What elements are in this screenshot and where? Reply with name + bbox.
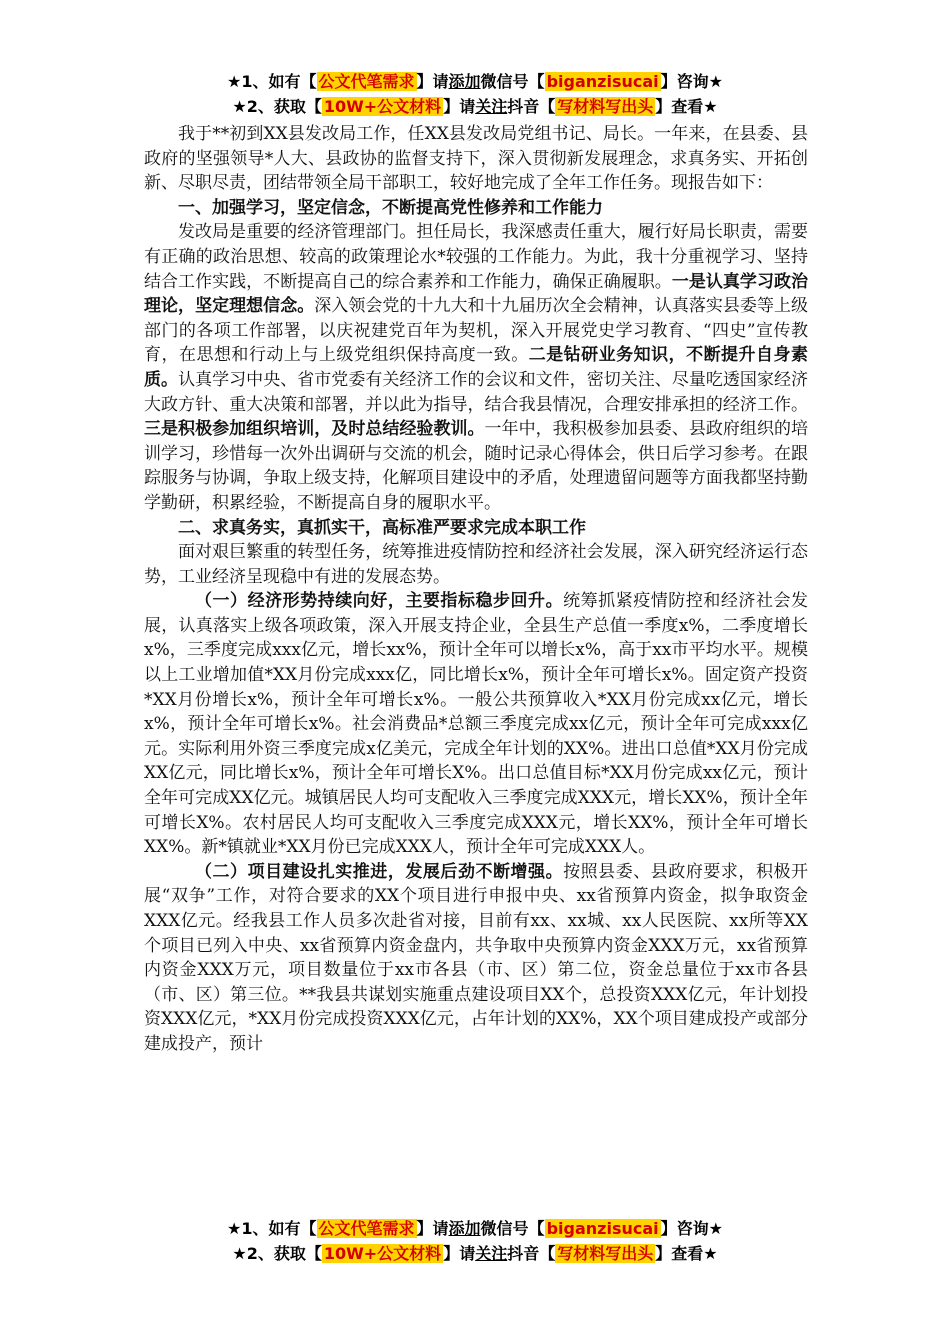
bold-lead: （一）经济形势持续向好，主要指标稳步回升。 bbox=[195, 591, 564, 612]
highlight-materials: 10W+公文材料 bbox=[323, 97, 442, 116]
banner-text: ★2、获取【 bbox=[232, 97, 322, 116]
bold-lead: 一是认真学习政治理论，坚定理想信念。 bbox=[144, 271, 809, 317]
banner-text: 】请 bbox=[443, 1244, 476, 1263]
paragraph-text: 按照县委、县政府要求，积极开展“双争”工作，对符合要求的XX个项目进行申报中央、xx省预算内资金，拟争取资金XXX亿元。经我县工作人员多次赴省对接，目前有xx、xx城、xx人民医院、xx所等XX个项目已列入中央、xx省预算内资金盘内，共争取中央预算内资金XXX万元，xx省预算内资金XXX万元，项目数量位于xx市各县（市、区）第二位，资金总量位于xx市各县（市、区）第三位。**我县共谋划实施重点建设项目XX个，总投资XXX亿元，年计划投资XXX亿元，*XX月份完成投资XXX亿元，占年计划的XX%，XX个项目建成投产或部分建成投产，预计 bbox=[144, 861, 809, 1054]
paragraph-text: 深入领会党的十九大和十九届历次全会精神，认真落实县委等上级部门的各项工作部署，以庆祝建党百年为契机，深入开展党史学习教育、“四史”宣传教育，在思想和行动上与上级党组织保持高度一致。 bbox=[144, 296, 809, 366]
highlight-service: 公文代笔需求 bbox=[318, 1219, 415, 1238]
document-body bbox=[144, 122, 808, 1057]
promo-banner-bottom-1 bbox=[0, 1217, 950, 1241]
banner-text: 】查看★ bbox=[655, 1244, 718, 1263]
banner-underlined: 关注 bbox=[475, 97, 508, 116]
paragraph-text: 认真学习中央、省市党委有关经济工作的会议和文件，密切关注、尽量吃透国家经济大政方针、重大决策和部署，并以此为指导，结合我县情况，合理安排承担的经济工作。 bbox=[144, 369, 809, 415]
highlight-douyin-account: 写材料写出头 bbox=[557, 1244, 654, 1263]
banner-text: 】请 bbox=[416, 72, 449, 91]
banner-underlined: 添加 bbox=[448, 1219, 481, 1238]
highlight-materials: 10W+公文材料 bbox=[323, 1244, 442, 1263]
section-2-paragraph: 面对艰巨繁重的转型任务，统筹推进疫情防控和经济社会发展，深入研究经济运行态势，工业经济呈现稳中有进的发展态势。 bbox=[144, 542, 808, 587]
paragraph-text: 一年中，我积极参加县委、县政府组织的培训学习，珍惜每一次外出调研与交流的机会，随时记录心得体会，供日后学习参考。在跟踪服务与协调，争取上级支持，化解项目建设中的矛盾，处理遗留问题等方面我都坚持勤学勤研，积累经验，不断提高自身的履职水平。 bbox=[144, 419, 809, 513]
intro-paragraph: 我于**初到XX县发改局工作，任XX县发改局党组书记、局长。一年来，在县委、县政府的坚强领导*人大、县政协的监督支持下，深入贯彻新发展理念，求真务实、开拓创新、尽职尽责，团结带领全局干部职工，较好地完成了全年工作任务。现报告如下： bbox=[144, 124, 808, 194]
subsection-1-paragraph bbox=[144, 589, 808, 860]
bold-lead: 三是积极参加组织培训，及时总结经验教训。 bbox=[144, 419, 485, 440]
highlight-wechat-id: biganzisucai bbox=[546, 1219, 659, 1238]
highlight-wechat-id: biganzisucai bbox=[546, 72, 659, 91]
promo-banner-top-2 bbox=[0, 95, 950, 119]
section-1-paragraph bbox=[144, 220, 808, 515]
paragraph-text: 统筹抓紧疫情防控和经济社会发展，认真落实上级各项政策，深入开展支持企业，全县生产总值一季度x%，二季度增长x%，三季度完成xxx亿元，增长xx%，预计全年可以增长x%，高于xx市平均水平。规模以上工业增加值*XX月份完成xxx亿，同比增长x%，预计全年可增长x%。固定资产投资*XX月份增长x%，预计全年可增长x%。一般公共预算收入*XX月份完成xx亿元，增长x%，预计全年可增长x%。社会消费品*总额三季度完成xx亿元，预计全年可完成xxx亿元。实际利用外资三季度完成x亿美元，完成全年计划的XX%。进出口总值*XX月份完成XX亿元，同比增长x%，预计全年可增长X%。出口总值目标*XX月份完成xx亿元，预计全年可完成XX亿元。城镇居民人均可支配收入三季度完成XXX元，增长XX%，预计全年可增长X%。农村居民人均可支配收入三季度完成XXX元，增长XX%，预计全年可增长XX%。新*镇就业*XX月份已完成XXX人，预计全年可完成XXX人。 bbox=[144, 591, 809, 858]
banner-text: 微信号【 bbox=[480, 1219, 545, 1238]
section-heading-2: 二、求真务实，真抓实干，高标准严要求完成本职工作 bbox=[178, 517, 586, 538]
banner-text: 抖音【 bbox=[507, 97, 556, 116]
subsection-2-paragraph bbox=[144, 860, 808, 1057]
promo-banner-top-1 bbox=[0, 70, 950, 94]
highlight-douyin-account: 写材料写出头 bbox=[557, 97, 654, 116]
banner-text: 】请 bbox=[416, 1219, 449, 1238]
banner-underlined: 关注 bbox=[475, 1244, 508, 1263]
promo-banner-bottom-2 bbox=[0, 1242, 950, 1266]
banner-text: 微信号【 bbox=[480, 72, 545, 91]
banner-underlined: 添加 bbox=[448, 72, 481, 91]
banner-text: 】咨询★ bbox=[660, 1219, 723, 1238]
highlight-service: 公文代笔需求 bbox=[318, 72, 415, 91]
bold-lead: 二是钻研业务知识，不断提升自身素质。 bbox=[144, 345, 808, 390]
paragraph-text: 发改局是重要的经济管理部门。担任局长，我深感责任重大，履行好局长职责，需要有正确的政治思想、较高的政策理论水*较强的工作能力。为此，我十分重视学习、坚持结合工作实践，不断提高自己的综合素养和工作能力，确保正确履职。 bbox=[144, 222, 808, 292]
bold-lead: （二）项目建设扎实推进，发展后劲不断增强。 bbox=[195, 861, 564, 882]
banner-text: 】查看★ bbox=[655, 97, 718, 116]
banner-text: ★1、如有【 bbox=[227, 72, 317, 91]
section-heading-1: 一、加强学习，坚定信念，不断提高党性修养和工作能力 bbox=[178, 197, 603, 218]
banner-text: ★1、如有【 bbox=[227, 1219, 317, 1238]
banner-text: ★2、获取【 bbox=[232, 1244, 322, 1263]
banner-text: 抖音【 bbox=[507, 1244, 556, 1263]
banner-text: 】咨询★ bbox=[660, 72, 723, 91]
banner-text: 】请 bbox=[443, 97, 476, 116]
